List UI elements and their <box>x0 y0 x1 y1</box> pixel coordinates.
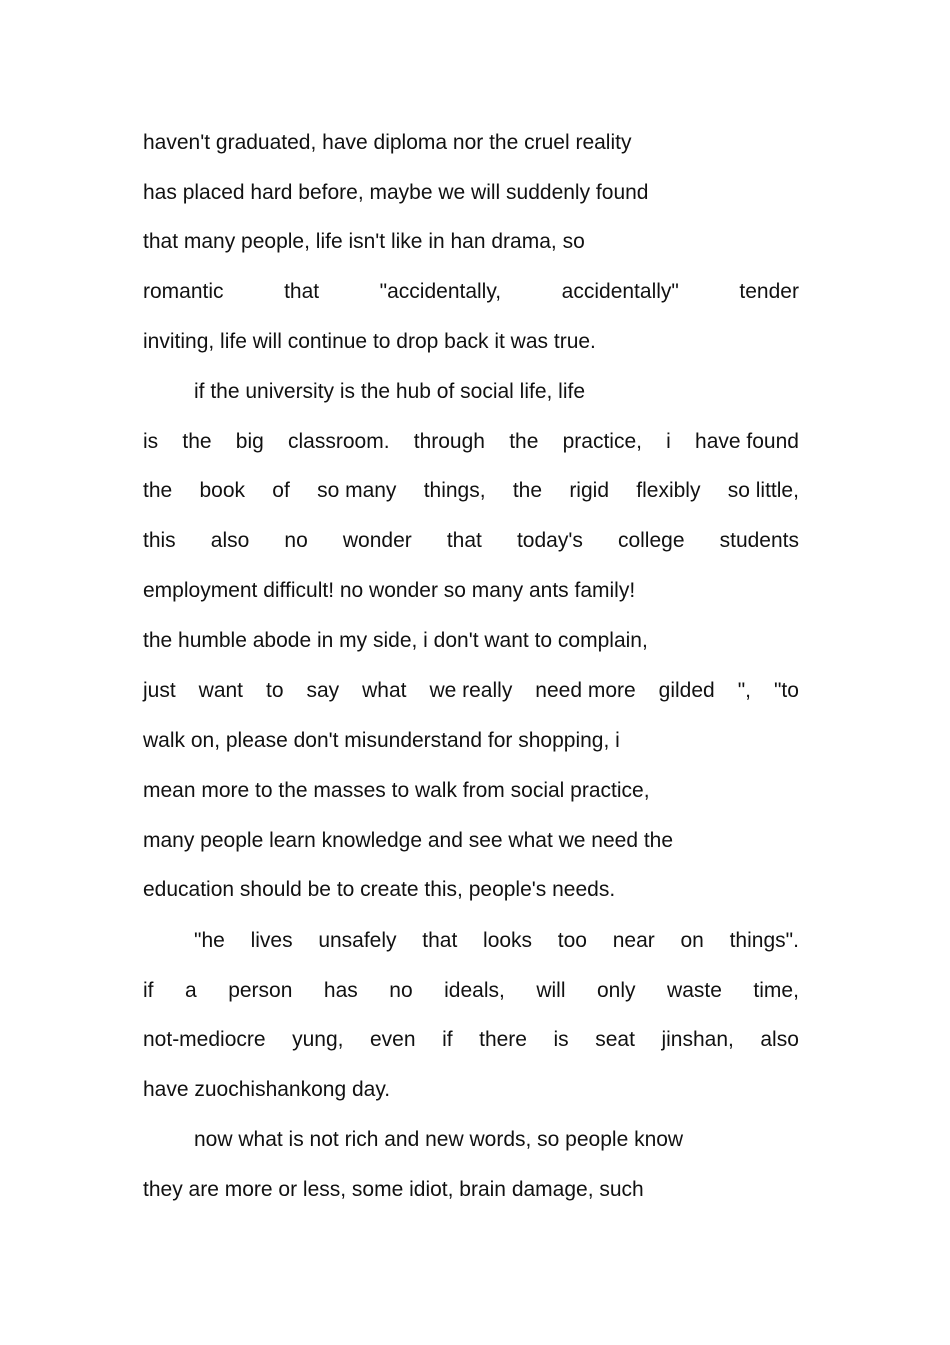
word: not-mediocre <box>143 1028 266 1051</box>
word: flexibly <box>636 479 701 502</box>
word: will <box>536 979 566 1002</box>
word: have found <box>695 430 799 453</box>
word: unsafely <box>318 929 397 952</box>
word: just <box>143 679 176 702</box>
word: gilded <box>658 679 715 702</box>
word: students <box>719 529 799 552</box>
word: time, <box>753 979 799 1002</box>
word: today's <box>516 529 583 552</box>
word: this <box>143 529 176 552</box>
word: no <box>389 979 413 1002</box>
word: no <box>284 529 308 552</box>
word: classroom. <box>288 430 390 453</box>
word: that <box>284 280 320 303</box>
word: book <box>199 479 246 502</box>
word: a <box>185 979 197 1002</box>
text-line: that many people, life isn't like in han drama, so <box>143 230 585 253</box>
word: to <box>265 679 284 702</box>
word: "he <box>194 929 225 952</box>
word: the <box>512 479 543 502</box>
text-line: many people learn knowledge and see what we need the <box>143 829 674 852</box>
word: accidentally" <box>561 280 679 303</box>
word: on <box>680 929 704 952</box>
word: the <box>143 479 173 502</box>
text-line: employment difficult! no wonder so many ants family! <box>143 579 636 602</box>
word: is <box>553 1028 569 1051</box>
word: college <box>617 529 685 552</box>
text-line: the humble abode in my side, i don't want to complain, <box>143 629 648 652</box>
text-line: mean more to the masses to walk from social practice, <box>143 779 650 802</box>
text-line-justified <box>143 478 799 504</box>
word: if <box>442 1028 453 1051</box>
word: i <box>666 430 671 453</box>
word: also <box>760 1028 799 1051</box>
word: is <box>143 430 159 453</box>
word: that <box>422 929 458 952</box>
text-line-justified <box>143 678 799 704</box>
text-line: walk on, please don't misunderstand for shopping, i <box>143 729 620 752</box>
word: seat <box>595 1028 635 1051</box>
word: waste <box>667 979 722 1002</box>
word: need more <box>535 679 636 702</box>
paragraph-start-line <box>194 928 799 954</box>
word: the <box>509 430 539 453</box>
text-line-justified <box>143 1027 799 1053</box>
word: "to <box>773 679 799 702</box>
text-line: education should be to create this, people's needs. <box>143 878 616 901</box>
word: so many <box>317 479 397 502</box>
word: the <box>182 430 212 453</box>
word: big <box>235 430 264 453</box>
word: looks <box>483 929 533 952</box>
word: person <box>228 979 293 1002</box>
word: has <box>323 979 358 1002</box>
word: yung, <box>292 1028 344 1051</box>
word: lives <box>250 929 293 952</box>
word: we really <box>429 679 513 702</box>
word: ", <box>737 679 751 702</box>
word: of <box>272 479 290 502</box>
word: practice, <box>562 430 642 453</box>
text-line-justified <box>143 978 799 1004</box>
text-line: have zuochishankong day. <box>143 1078 391 1101</box>
word: things". <box>729 929 799 952</box>
word: also <box>210 529 250 552</box>
word: near <box>612 929 655 952</box>
word: tender <box>739 280 799 303</box>
text-line: haven't graduated, have diploma nor the cruel reality <box>143 131 632 154</box>
text-line: has placed hard before, maybe we will suddenly found <box>143 181 649 204</box>
word: wonder <box>342 529 412 552</box>
word: through <box>413 430 485 453</box>
text-line-justified <box>143 279 799 305</box>
word: that <box>446 529 482 552</box>
word: "accidentally, <box>379 280 502 303</box>
word: want <box>198 679 244 702</box>
word: romantic <box>143 280 224 303</box>
text-line-justified <box>143 429 799 455</box>
word: there <box>479 1028 527 1051</box>
word: so little, <box>727 479 799 502</box>
word: too <box>557 929 587 952</box>
word: things, <box>423 479 486 502</box>
text-line: inviting, life will continue to drop back it was true. <box>143 330 596 353</box>
word: if <box>143 979 154 1002</box>
word: even <box>370 1028 416 1051</box>
paragraph-start-line: if the university is the hub of social life, life <box>194 380 586 403</box>
text-line-justified <box>143 528 799 554</box>
word: say <box>306 679 340 702</box>
word: only <box>597 979 636 1002</box>
word: rigid <box>569 479 609 502</box>
text-line: they are more or less, some idiot, brain damage, such <box>143 1178 644 1201</box>
word: ideals, <box>444 979 505 1002</box>
word: what <box>362 679 407 702</box>
paragraph-start-line: now what is not rich and new words, so people know <box>194 1128 684 1151</box>
word: jinshan, <box>661 1028 734 1051</box>
